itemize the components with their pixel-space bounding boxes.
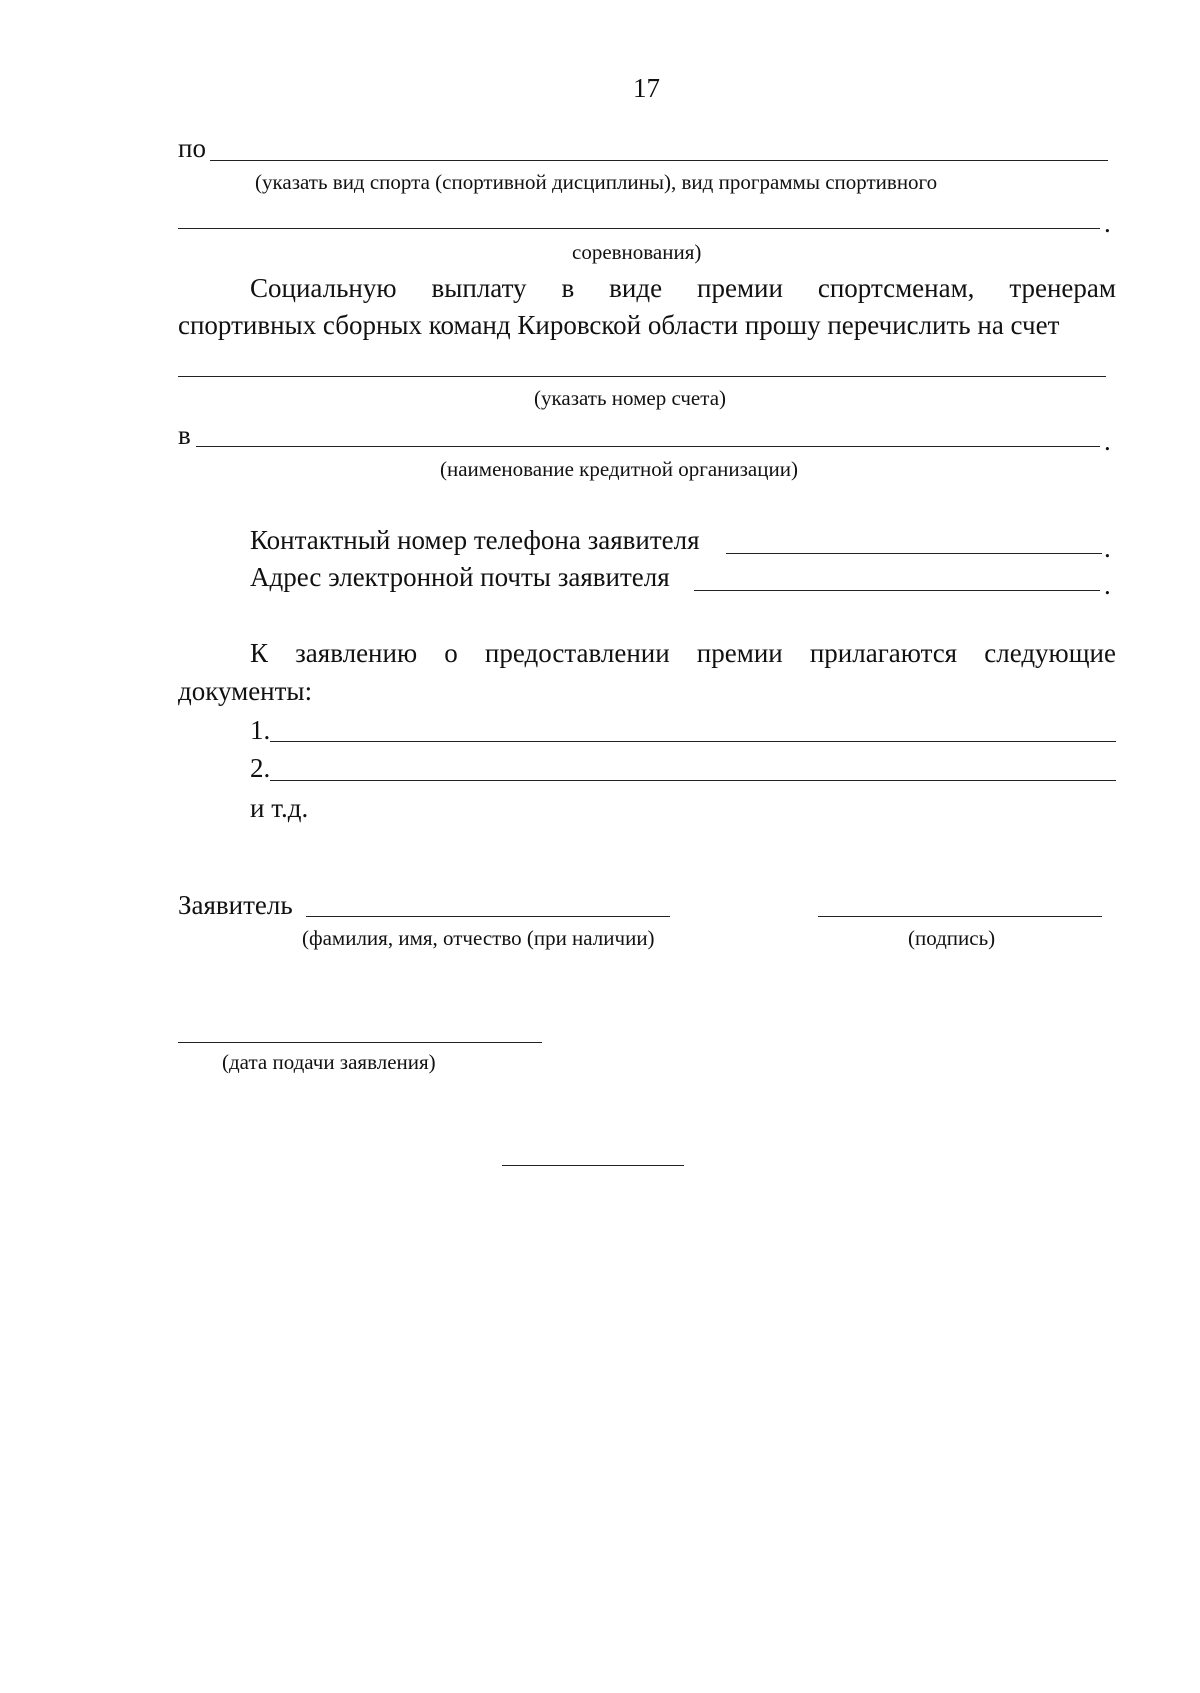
applicant-name-field[interactable] bbox=[306, 916, 670, 917]
paragraph-line-1: Социальную выплату в виде премии спортсменам, тренерам bbox=[250, 273, 1116, 303]
date-field[interactable] bbox=[178, 1042, 542, 1043]
account-line[interactable] bbox=[178, 376, 1106, 377]
end-separator bbox=[502, 1165, 684, 1166]
paragraph-line-2: спортивных сборных команд Кировской области прошу перечислить на счет bbox=[178, 310, 1060, 340]
period: . bbox=[1104, 208, 1111, 238]
sport-hint-1: (указать вид спорта (спортивной дисциплины), вид программы спортивного bbox=[255, 170, 938, 194]
attachment-item-2-number: 2. bbox=[250, 753, 271, 783]
signature-hint: (подпись) bbox=[908, 926, 996, 950]
signature-field[interactable] bbox=[818, 916, 1102, 917]
phone-label: Контактный номер телефона заявителя bbox=[250, 525, 700, 555]
bank-line[interactable] bbox=[196, 446, 1100, 447]
attachments-intro-line-2: документы: bbox=[178, 676, 313, 706]
date-hint: (дата подачи заявления) bbox=[222, 1050, 436, 1074]
period: . bbox=[1104, 570, 1111, 600]
page-number: 17 bbox=[633, 73, 660, 103]
phone-field[interactable] bbox=[726, 553, 1102, 554]
email-field[interactable] bbox=[694, 590, 1100, 591]
email-label: Адрес электронной почты заявителя bbox=[250, 562, 670, 592]
attachment-item-1-field[interactable] bbox=[270, 741, 1116, 742]
applicant-label: Заявитель bbox=[178, 890, 293, 920]
account-hint: (указать номер счета) bbox=[534, 386, 727, 410]
sport-line-1[interactable] bbox=[210, 160, 1108, 161]
period: . bbox=[1104, 533, 1111, 563]
attachment-item-1-number: 1. bbox=[250, 715, 271, 745]
sport-hint-2: соревнования) bbox=[572, 240, 702, 264]
sport-line-2[interactable] bbox=[178, 228, 1100, 229]
attachments-etc: и т.д. bbox=[250, 793, 309, 823]
period: . bbox=[1104, 426, 1111, 456]
bank-prefix: в bbox=[178, 420, 191, 450]
applicant-name-hint: (фамилия, имя, отчество (при наличии) bbox=[302, 926, 655, 950]
bank-hint: (наименование кредитной организации) bbox=[440, 457, 798, 481]
attachment-item-2-field[interactable] bbox=[270, 780, 1116, 781]
attachments-intro-line-1: К заявлению о предоставлении премии прилагаются следующие bbox=[250, 638, 1116, 668]
sport-prefix: по bbox=[178, 133, 206, 163]
